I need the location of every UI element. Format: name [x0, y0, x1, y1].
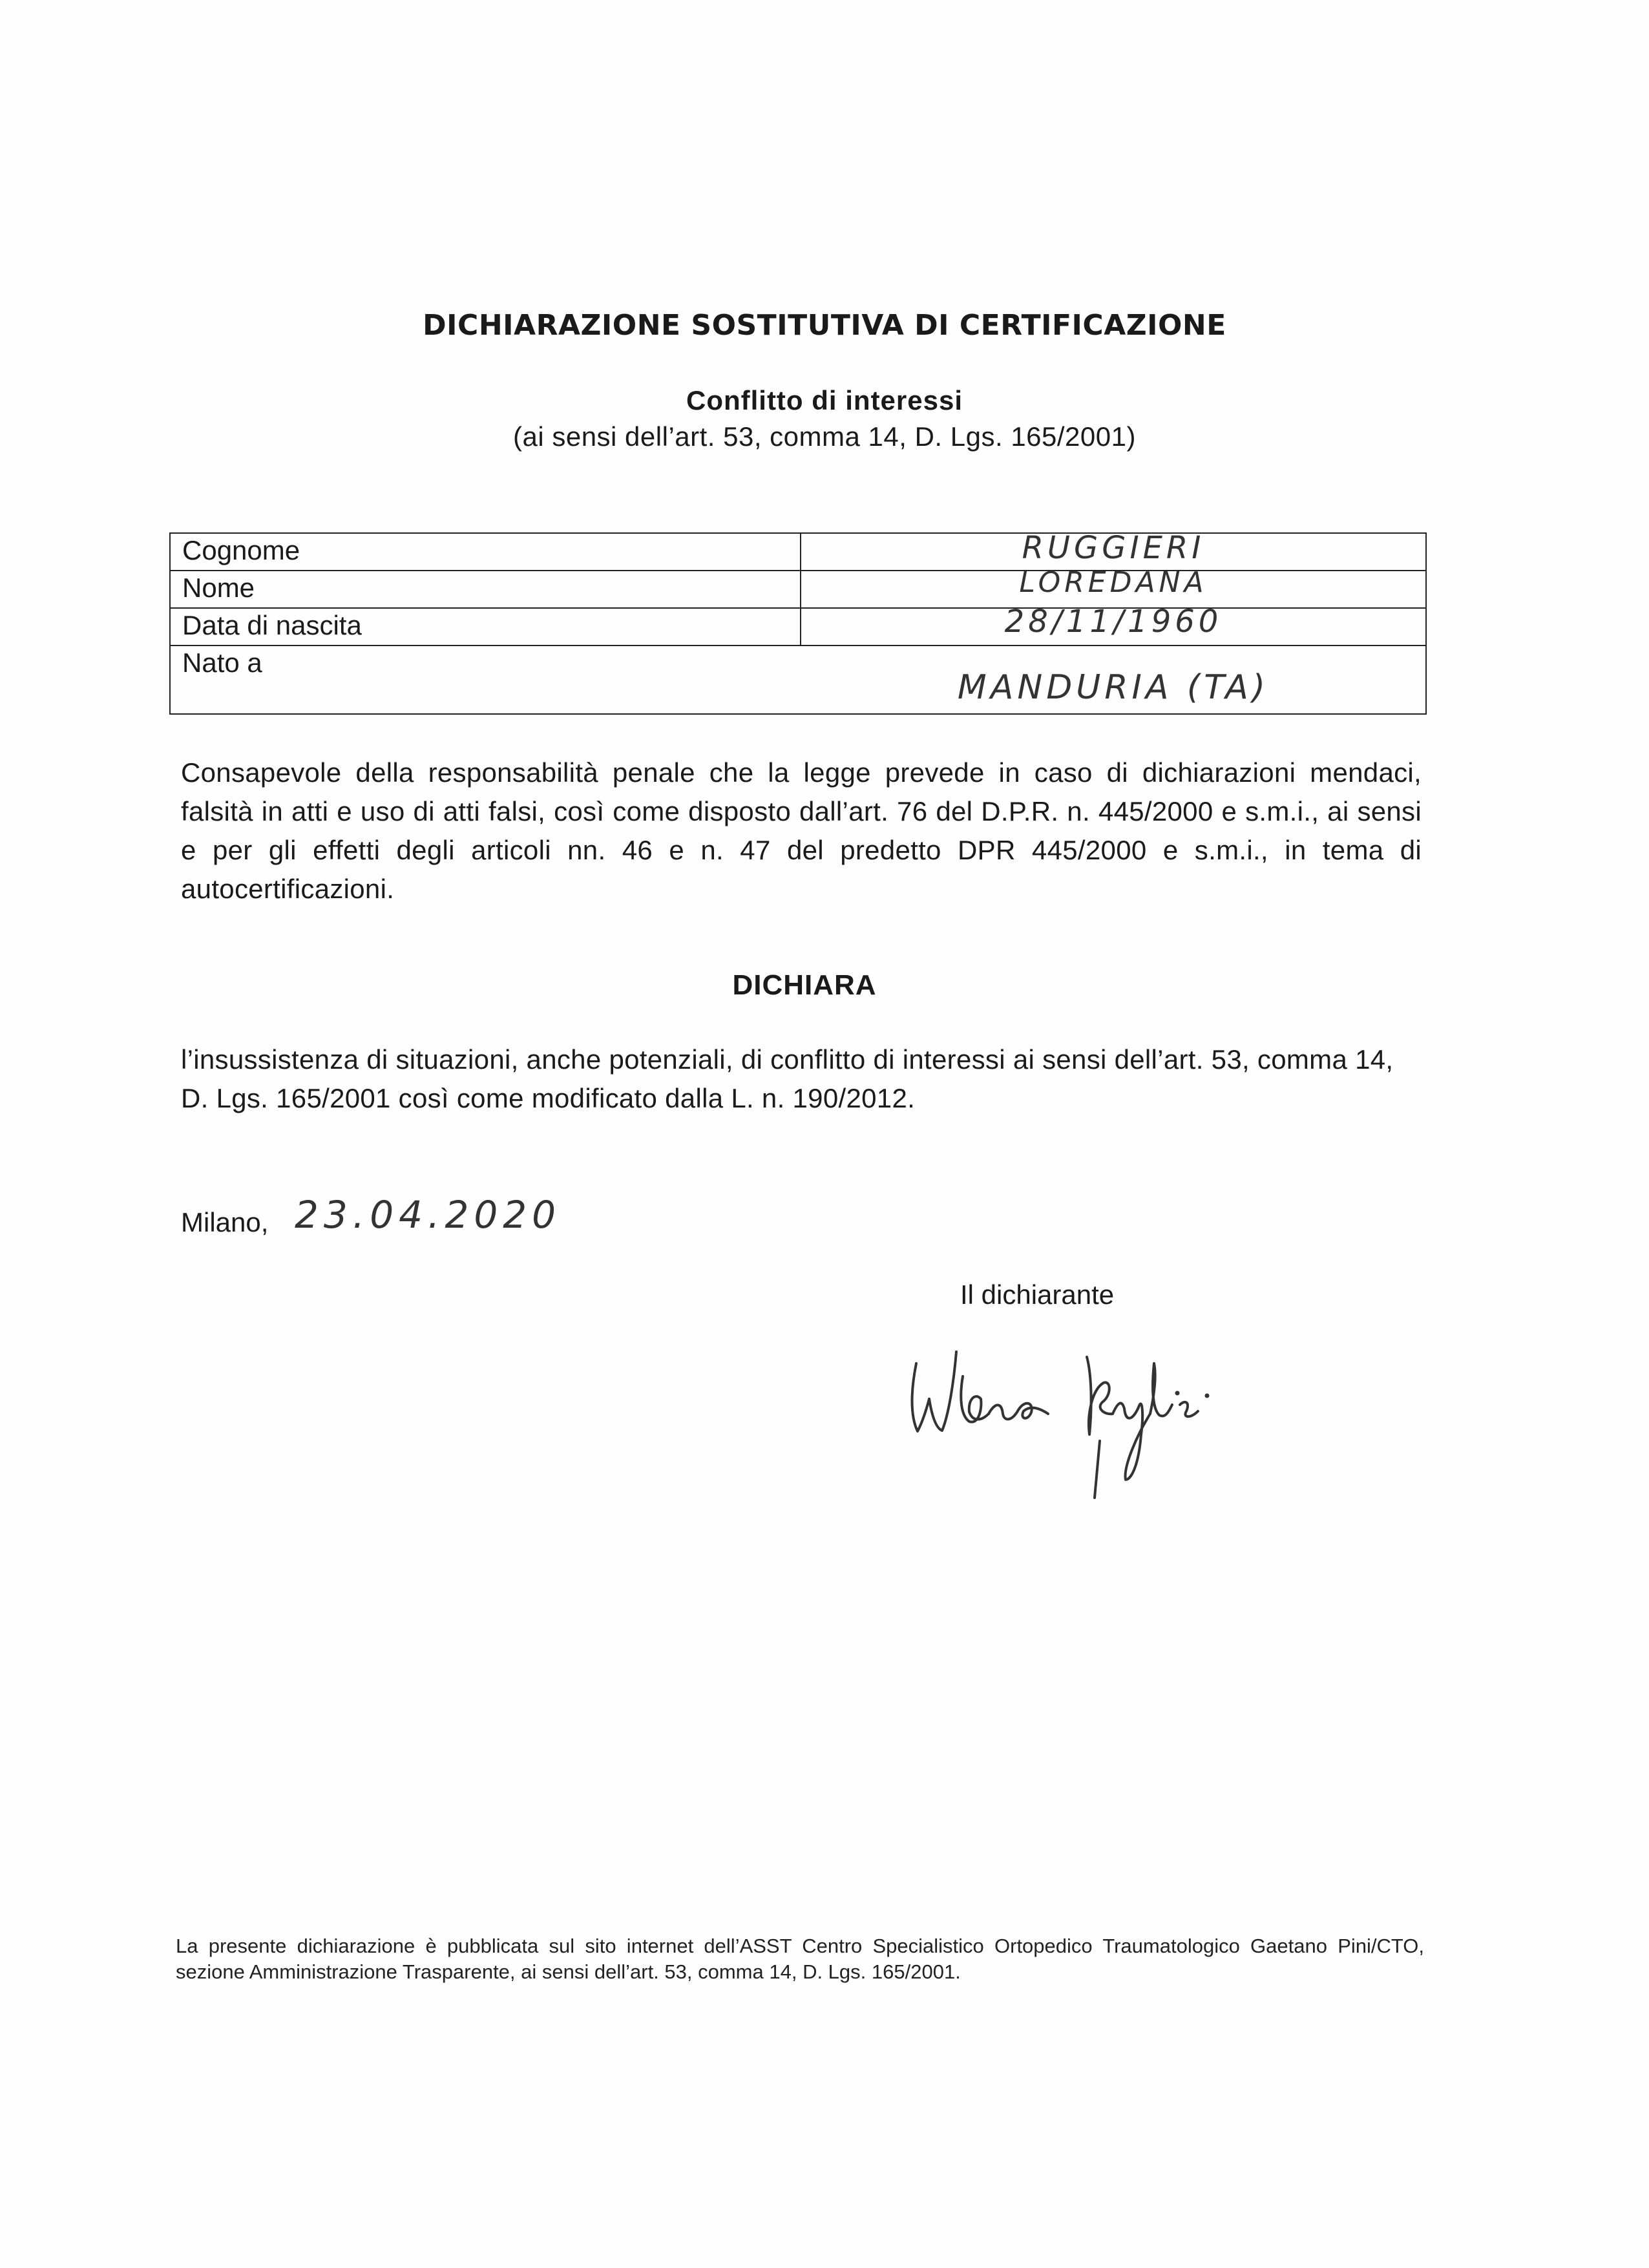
signing-date: 23.04.2020 [295, 1193, 562, 1237]
identity-row-birthdate [171, 604, 1425, 646]
identity-row-birthplace [171, 646, 1425, 715]
name-value: LOREDANA [1019, 566, 1208, 599]
declarant-label: Il dichiarante [960, 1279, 1115, 1310]
awareness-paragraph: Consapevole della responsabilità penale che la legge prevede in caso di dichiarazioni mendaci, falsità in atti e uso di atti falsi, così come disposto dall’art. 76 del D.P.R. n. 445/2000 e s.m.i., ai sensi e per gli effetti degli articoli nn. 46 e n. 47 del predetto DPR 445/2000 e s.m.i., in tema di autocertificazioni. [181, 757, 1422, 904]
signing-place: Milano, [181, 1207, 269, 1237]
birthplace-value: MANDURIA (TA) [957, 668, 1270, 707]
birthdate-label: Data di nascita [182, 610, 362, 640]
handwritten-signature [898, 1338, 1260, 1499]
declaration-heading: DICHIARA [732, 969, 877, 1001]
identity-table [169, 532, 1427, 715]
declaration-text: l’insussistenza di situazioni, anche potenziali, di conflitto di interessi ai sensi dell’art. 53, comma 14, D. Lgs. 165/2001 così come modificato dalla L. n. 190/2012. [181, 1044, 1394, 1113]
birthplace-label: Nato a [182, 647, 262, 678]
document-legal-reference: (ai sensi dell’art. 53, comma 14, D. Lgs. 165/2001) [513, 421, 1136, 452]
document-title: DICHIARAZIONE SOSTITUTIVA DI CERTIFICAZIONE [423, 309, 1226, 342]
birthdate-value: 28/11/1960 [1004, 604, 1223, 640]
surname-value: RUGGIERI [1022, 530, 1205, 566]
publication-footer-note: La presente dichiarazione è pubblicata sul sito internet dell’ASST Centro Specialistico Ortopedico Traumatologico Gaetano Pini/CTO, sezione Amministrazione Trasparente, ai sensi dell’art. 53, comma 14, D. Lgs. 165/2001. [176, 1935, 1424, 1983]
document-subtitle: Conflitto di interessi [686, 385, 963, 415]
name-label: Nome [182, 572, 255, 603]
surname-label: Cognome [182, 535, 300, 565]
